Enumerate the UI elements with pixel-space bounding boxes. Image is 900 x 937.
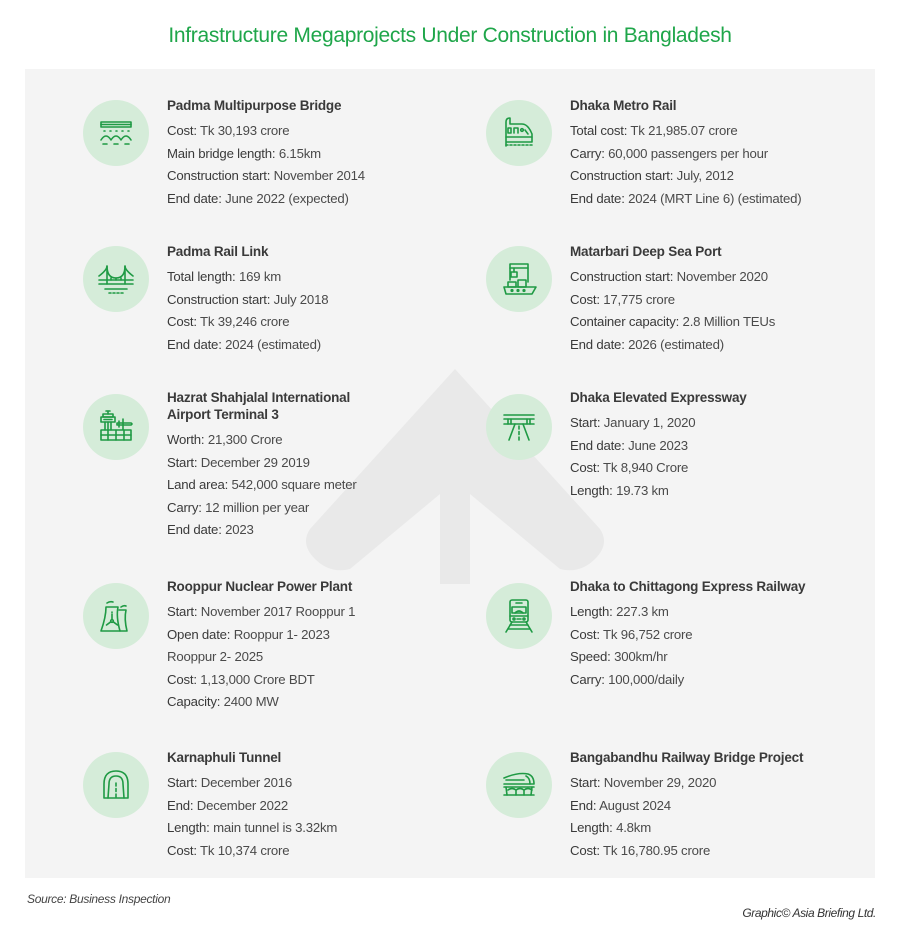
project-detail: Length: 19.73 km xyxy=(570,482,669,498)
project-detail: Container capacity: 2.8 Million TEUs xyxy=(570,314,776,329)
page-title: Infrastructure Megaprojects Under Construction in Bangladesh xyxy=(168,24,732,47)
project-detail: End date: June 2023 xyxy=(570,437,688,453)
expressway-icon xyxy=(486,394,552,460)
suspension-bridge-icon xyxy=(83,246,149,312)
project-detail: Construction start: November 2014 xyxy=(167,168,365,183)
project-detail: Carry: 60,000 passengers per hour xyxy=(570,145,768,161)
railway-bridge-icon xyxy=(486,752,552,818)
bridge-icon xyxy=(83,100,149,166)
project-detail: Cost: Tk 39,246 crore xyxy=(167,314,290,329)
project-detail: Capacity: 2400 MW xyxy=(167,694,279,709)
project-name: Rooppur Nuclear Power Plant xyxy=(167,579,353,594)
project-detail: Start: November 2017 Rooppur 1 xyxy=(167,604,356,619)
project-detail: Worth: 21,300 Crore xyxy=(167,432,283,447)
project-detail: Open date: Rooppur 1- 2023 xyxy=(167,626,330,642)
source-note: Source: Business Inspection xyxy=(27,892,171,906)
project-detail: Total cost: Tk 21,985.07 crore xyxy=(570,123,738,138)
project-detail: Main bridge length: 6.15km xyxy=(167,145,321,161)
project-name: Dhaka Metro Rail xyxy=(570,98,677,113)
project-name: Hazrat Shahjalal International Airport Terminal 3 xyxy=(167,390,351,422)
project-detail: Total length: 169 km xyxy=(167,269,282,284)
project-detail: Construction start: November 2020 xyxy=(570,269,768,284)
project-detail: Cost: Tk 96,752 crore xyxy=(570,626,693,642)
project-detail: Carry: 12 million per year xyxy=(167,499,310,515)
graphic-credit: Graphic© Asia Briefing Ltd. xyxy=(742,906,876,920)
project-detail: Start: December 29 2019 xyxy=(167,454,310,470)
project-detail: End date: 2024 (MRT Line 6) (estimated) xyxy=(570,190,802,206)
project-detail: End date: 2024 (estimated) xyxy=(167,336,321,352)
project-detail: Land area: 542,000 square meter xyxy=(167,477,357,492)
project-detail: End date: June 2022 (expected) xyxy=(167,190,349,206)
project-detail: Construction start: July, 2012 xyxy=(570,168,734,183)
project-name: Karnaphuli Tunnel xyxy=(167,750,282,765)
project-detail: End: August 2024 xyxy=(570,797,671,813)
metro-train-icon xyxy=(486,100,552,166)
project-detail: Cost: Tk 10,374 crore xyxy=(167,842,290,858)
project-detail: Length: 227.3 km xyxy=(570,604,669,619)
project-detail: Cost: 1,13,000 Crore BDT xyxy=(167,671,315,687)
project-detail: Carry: 100,000/daily xyxy=(570,671,685,687)
project-detail: Cost: 17,775 crore xyxy=(570,291,675,307)
airport-icon xyxy=(83,394,149,460)
project-detail: End: December 2022 xyxy=(167,797,289,813)
project-name: Padma Multipurpose Bridge xyxy=(167,98,342,113)
project-detail: Cost: Tk 8,940 Crore xyxy=(570,460,689,475)
project-detail: Construction start: July 2018 xyxy=(167,291,329,307)
project-detail: End date: 2023 xyxy=(167,522,254,537)
project-detail: Cost: Tk 30,193 crore xyxy=(167,123,290,138)
project-name: Dhaka Elevated Expressway xyxy=(570,390,747,405)
project-detail: Start: November 29, 2020 xyxy=(570,775,717,790)
tunnel-icon xyxy=(83,752,149,818)
project-detail: Cost: Tk 16,780.95 crore xyxy=(570,842,711,858)
project-detail: Start: December 2016 xyxy=(167,775,293,790)
project-detail: Length: 4.8km xyxy=(570,820,651,835)
project-detail: Speed: 300km/hr xyxy=(570,649,668,664)
project-detail: Start: January 1, 2020 xyxy=(570,415,696,430)
project-name: Bangabandhu Railway Bridge Project xyxy=(570,750,804,765)
project-name: Matarbari Deep Sea Port xyxy=(570,244,722,259)
nuclear-plant-icon xyxy=(83,583,149,649)
project-detail: Rooppur 2- 2025 xyxy=(167,649,263,664)
project-detail: End date: 2026 (estimated) xyxy=(570,336,724,352)
train-icon xyxy=(486,583,552,649)
project-name: Dhaka to Chittagong Express Railway xyxy=(570,579,806,594)
port-crane-icon xyxy=(486,246,552,312)
projects-panel xyxy=(25,69,875,878)
project-detail: Length: main tunnel is 3.32km xyxy=(167,820,338,835)
project-name: Padma Rail Link xyxy=(167,244,269,259)
